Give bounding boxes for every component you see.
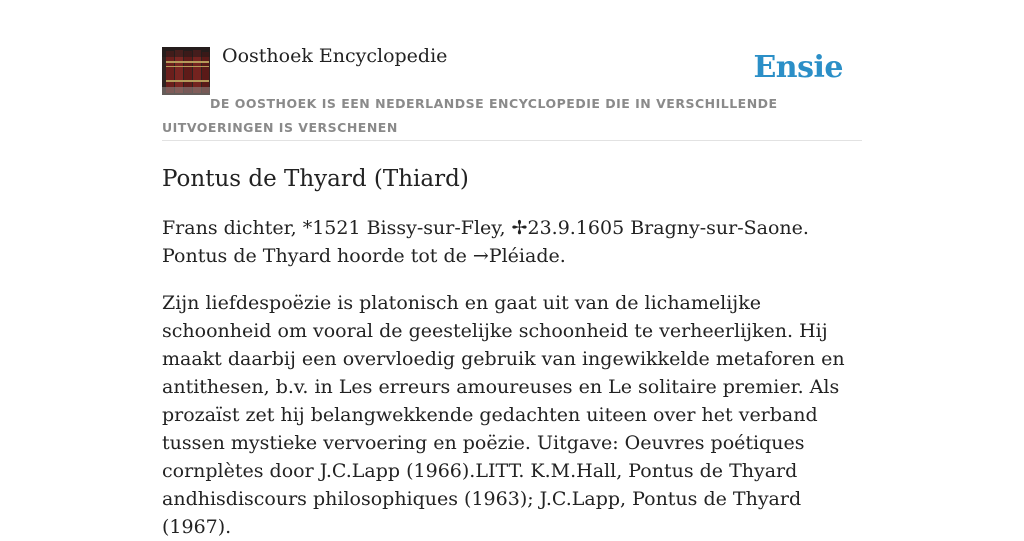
site-name-link[interactable]: Oosthoek Encyclopedie xyxy=(222,45,448,67)
books-icon xyxy=(162,47,210,95)
site-tagline: DE OOSTHOEK IS EEN NEDERLANDSE ENCYCLOPEDIE DIE IN VERSCHILLENDE UITVOERINGEN IS VERSCHENEN xyxy=(162,96,778,135)
article-paragraph-body: Zijn liefdespoëzie is platonisch en gaat uit van de lichamelijke schoonheid om vooral de geestelijke schoonheid te verheerlijken. Hij maakt daarbij een overvloedig gebruik van ingewikkelde metaforen en antithesen, b.v. in Les erreurs amoureuses en Le solitaire premier. Als prozaïst zet hij belangwekkende gedachten uiteen over het verband tussen mystieke vervoering en poëzie. Uitgave: Oeuvres poétiques cornplètes door J.C.Lapp (1966).LITT. K.M.Hall, Pontus de Thyard andhisdiscours philosophiques (1963); J.C.Lapp, Pontus de Thyard (1967). xyxy=(162,292,845,538)
site-header xyxy=(162,40,862,141)
ensie-brand-link[interactable]: Ensie xyxy=(753,50,843,85)
article-paragraph-intro: Frans dichter, *1521 Bissy-sur-Fley, ✢23.9.1605 Bragny-sur-Saone. Pontus de Thyard hoorde tot de →Pléiade. xyxy=(162,217,809,267)
article xyxy=(162,160,862,541)
article-title: Pontus de Thyard (Thiard) xyxy=(162,166,469,192)
encyclopedia-books-avatar[interactable] xyxy=(162,47,210,95)
